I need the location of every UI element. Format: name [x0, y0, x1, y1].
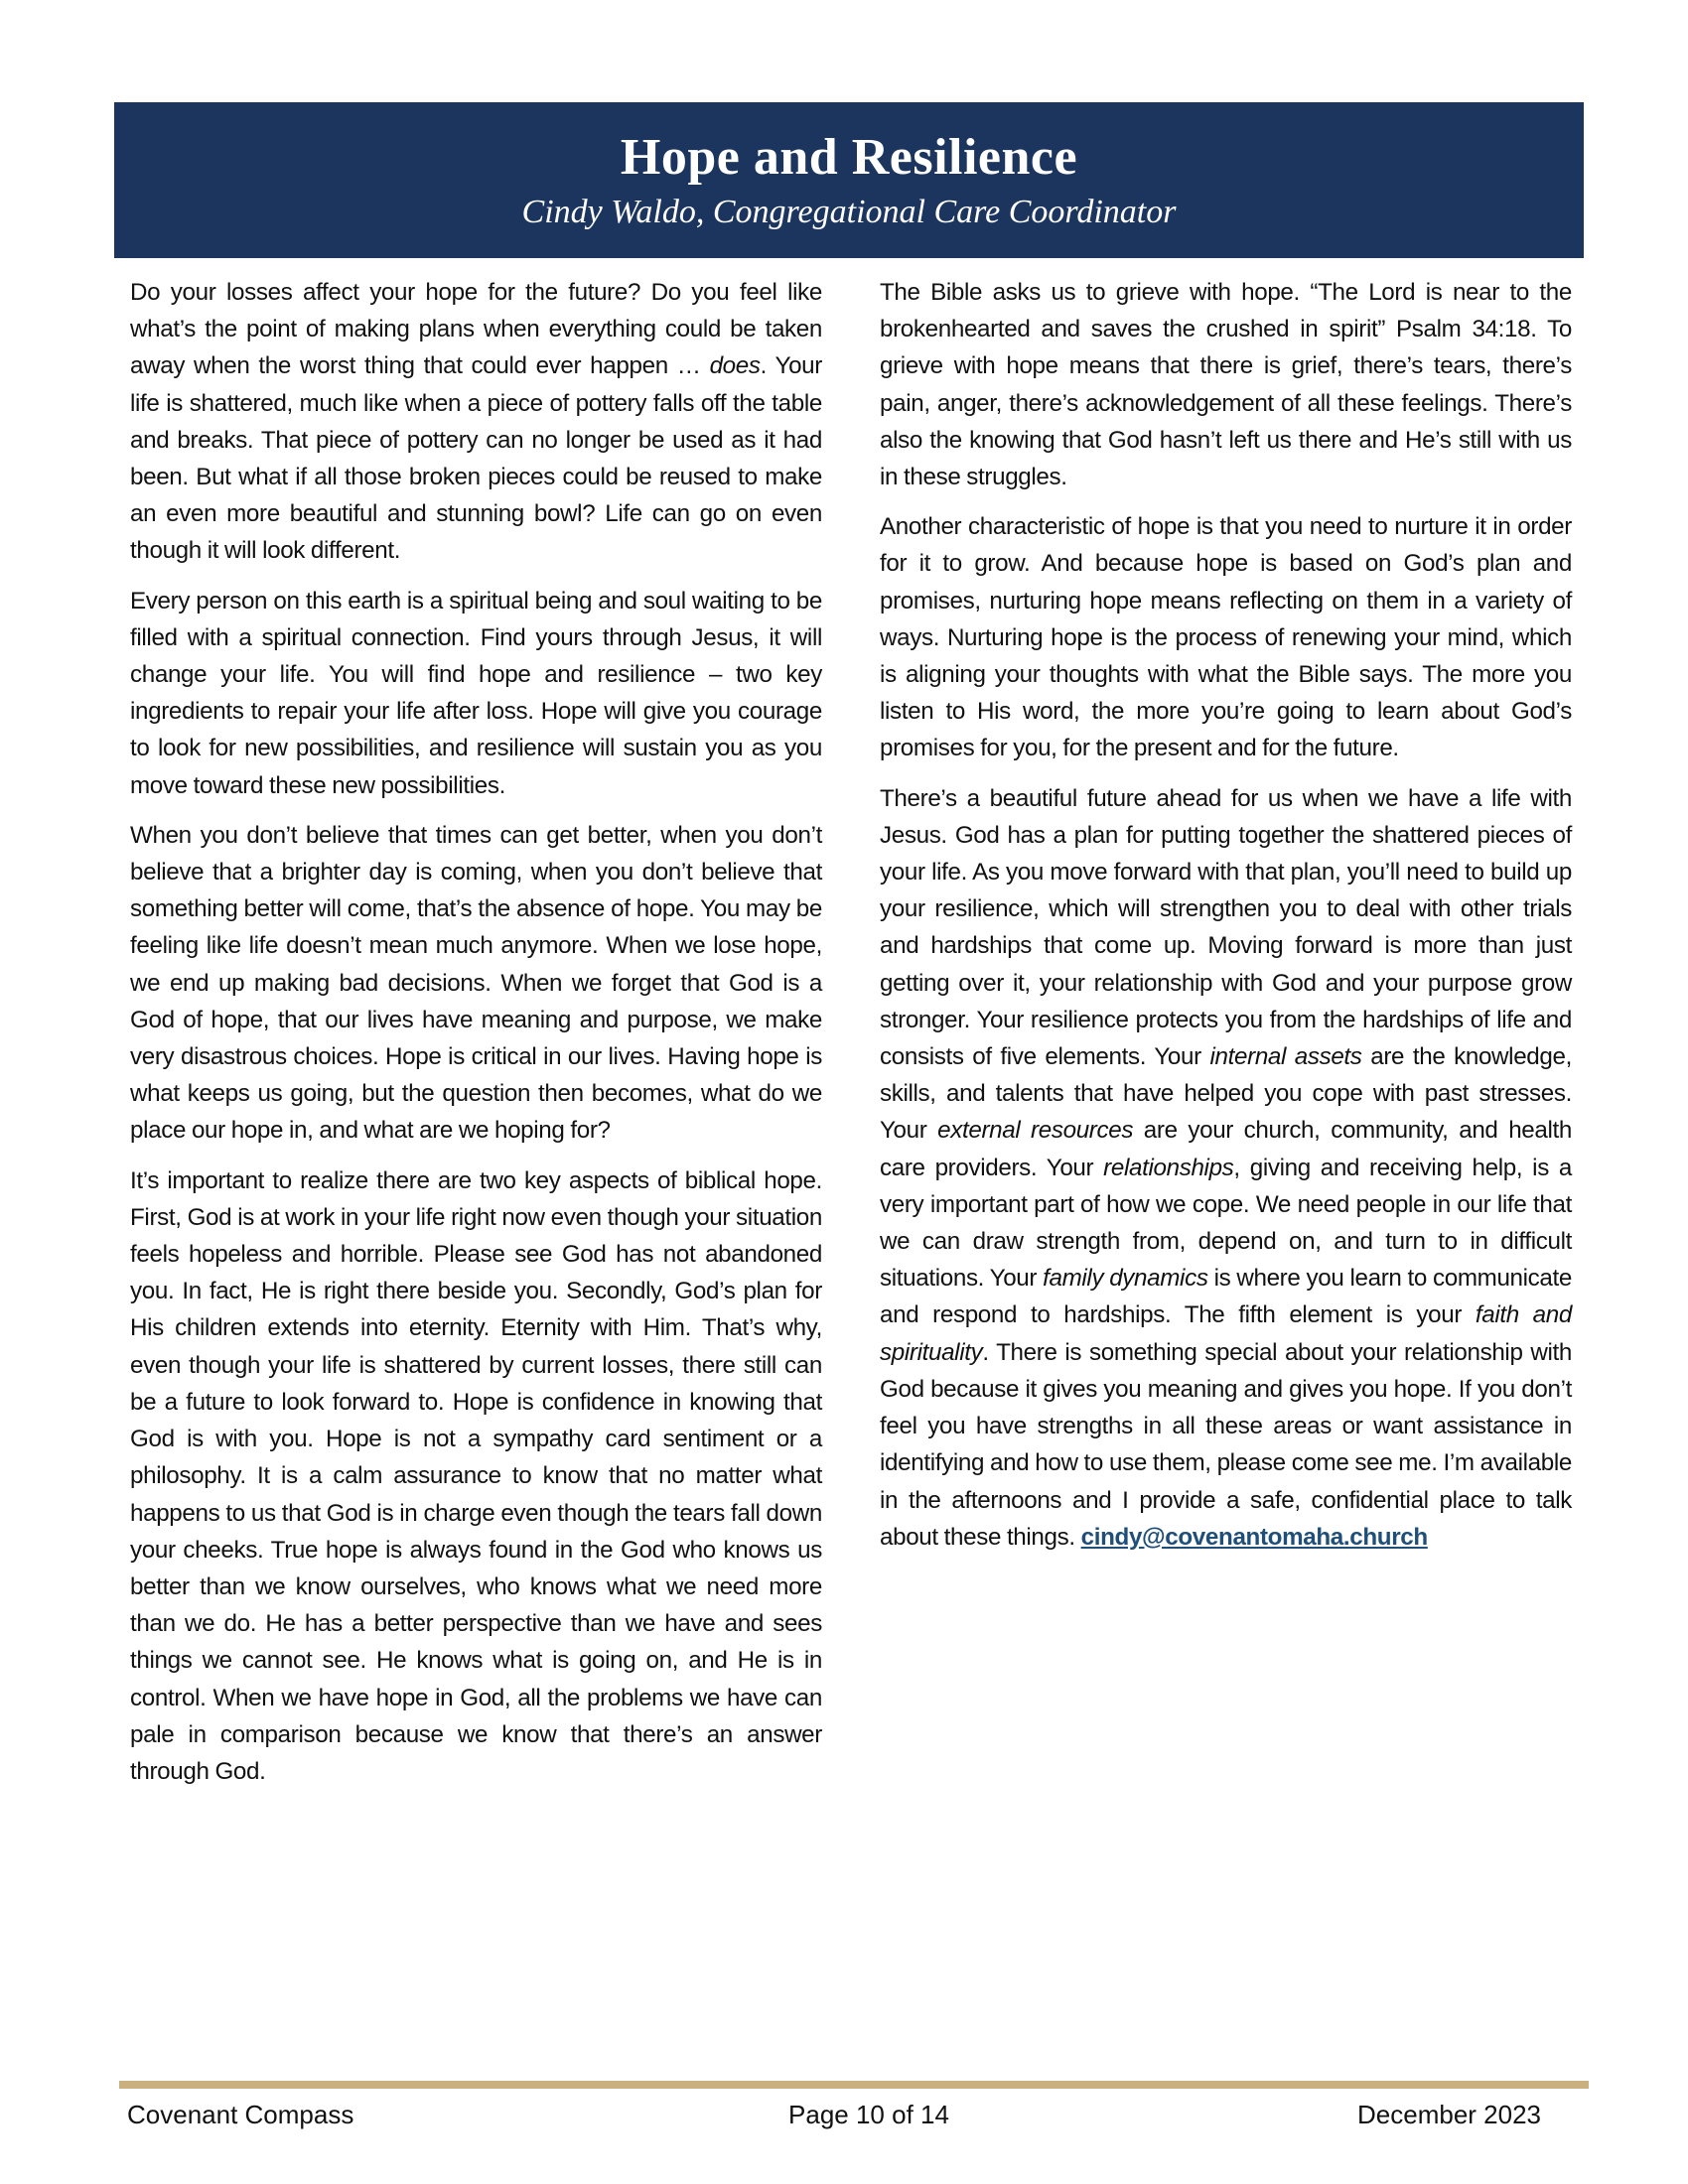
email-link[interactable]: cindy@covenantomaha.church: [1080, 1523, 1428, 1551]
emphasis-text: internal assets: [1209, 1043, 1362, 1071]
emphasis-text: faith and spirituality: [880, 1301, 1572, 1366]
footer-publication-name: Covenant Compass: [127, 2100, 354, 2129]
paragraph: Do your losses affect your hope for the future? Do you feel like what’s the point of making plans when everything could be taken away when the worst thing that could ever happen … does. Your life is shattered, much like when a piece of pottery falls off the table and breaks. That piece of pottery can no longer be used as it had been. But what if all those broken pieces could be reused to make an even more beautiful and stunning bowl? Life can go on even though it will look different.: [130, 279, 822, 565]
paragraph: The Bible asks us to grieve with hope. “The Lord is near to the brokenhearted and saves the crushed in spirit” Psalm 34:18. To grieve with hope means that there is grief, there’s tears, there’s pain, anger, there’s acknowledgement of all these feelings. There’s also the knowing that God hasn’t left us there and He’s still with us in these struggles.: [880, 279, 1572, 491]
emphasis-text: does: [709, 352, 761, 380]
article-byline: Cindy Waldo, Congregational Care Coordinator: [521, 194, 1177, 230]
article-left-column: [130, 274, 822, 1803]
footer-date: December 2023: [1357, 2100, 1541, 2129]
paragraph: There’s a beautiful future ahead for us when we have a life with Jesus. God has a plan for putting together the shattered pieces of your life. As you move forward with that plan, you’ll need to build up your resilience, which will strengthen you to deal with other trials and hardships that come up. Moving forward is more than just getting over it, your relationship with God and your purpose grow stronger. Your resilience protects you from the hardships of life and consists of five elements. Your internal assets are the knowledge, skills, and talents that have helped you cope with past stresses. Your external resources are your church, community, and health care providers. Your relationships, giving and receiving help, is a very important part of how we cope. We need people in our life that we can draw strength from, depend on, and turn to in difficult situations. Your family dynamics is where you learn to communicate and respond to hardships. The fifth element is your faith and spirituality. There is something special about your relationship with God because it gives you meaning and gives you hope. If you don’t feel you have strengths in all these areas or want assistance in identifying and how to use them, please come see me. I’m available in the afternoons and I provide a safe, confidential place to talk about these things. cindy@covenantomaha.church: [880, 784, 1572, 1551]
article-right-column: [880, 274, 1572, 1569]
paragraph: Another characteristic of hope is that you need to nurture it in order for it to grow. And because hope is based on God’s plan and promises, nurturing hope means reflecting on them in a variety of ways. Nurturing hope is the process of renewing your mind, which is aligning your thoughts with what the Bible says. The more you listen to His word, the more you’re going to learn about God’s promises for you, for the present and for the future.: [880, 513, 1572, 762]
footer-divider: [119, 2081, 1589, 2089]
paragraph: It’s important to realize there are two key aspects of biblical hope. First, God is at work in your life right now even though your situation feels hopeless and horrible. Please see God has not abandoned you. In fact, He is right there beside you. Secondly, God’s plan for His children extends into eternity. Eternity with Him. That’s why, even though your life is shattered by current losses, there still can be a future to look forward to. Hope is confidence in knowing that God is with you. Hope is not a sympathy card sentiment or a philosophy. It is a calm assurance to know that no matter what happens to us that God is in charge even though the tears fall down your cheeks. True hope is always found in the God who knows us better than we know ourselves, who knows what we need more than we do. He has a better perspective than we have and sees things we cannot see. He knows what is going on, and He is in control. When we have hope in God, all the problems we have can pale in comparison because we know that there’s an answer through God.: [130, 1166, 822, 1785]
footer-page-number: Page 10 of 14: [788, 2100, 949, 2129]
article-title: Hope and Resilience: [620, 129, 1078, 186]
paragraph: When you don’t believe that times can get better, when you don’t believe that a brighter day is coming, when you don’t believe that something better will come, that’s the absence of hope. You may be feeling like life doesn’t mean much anymore. When we lose hope, we end up making bad decisions. When we forget that God is a God of hope, that our lives have meaning and purpose, we make very disastrous choices. Hope is critical in our lives. Having hope is what keeps us going, but the question then becomes, what do we place our hope in, and what are we hoping for?: [130, 821, 822, 1145]
emphasis-text: relationships: [1103, 1154, 1234, 1181]
article-header-banner: [114, 102, 1584, 258]
paragraph: Every person on this earth is a spiritual being and soul waiting to be filled with a spiritual connection. Find yours through Jesus, it will change your life. You will find hope and resilience – two key ingredients to repair your life after loss. Hope will give you courage to look for new possibilities, and resilience will sustain you as you move toward these new possibilities.: [130, 587, 822, 799]
emphasis-text: external resources: [937, 1117, 1134, 1145]
emphasis-text: family dynamics: [1043, 1265, 1208, 1293]
